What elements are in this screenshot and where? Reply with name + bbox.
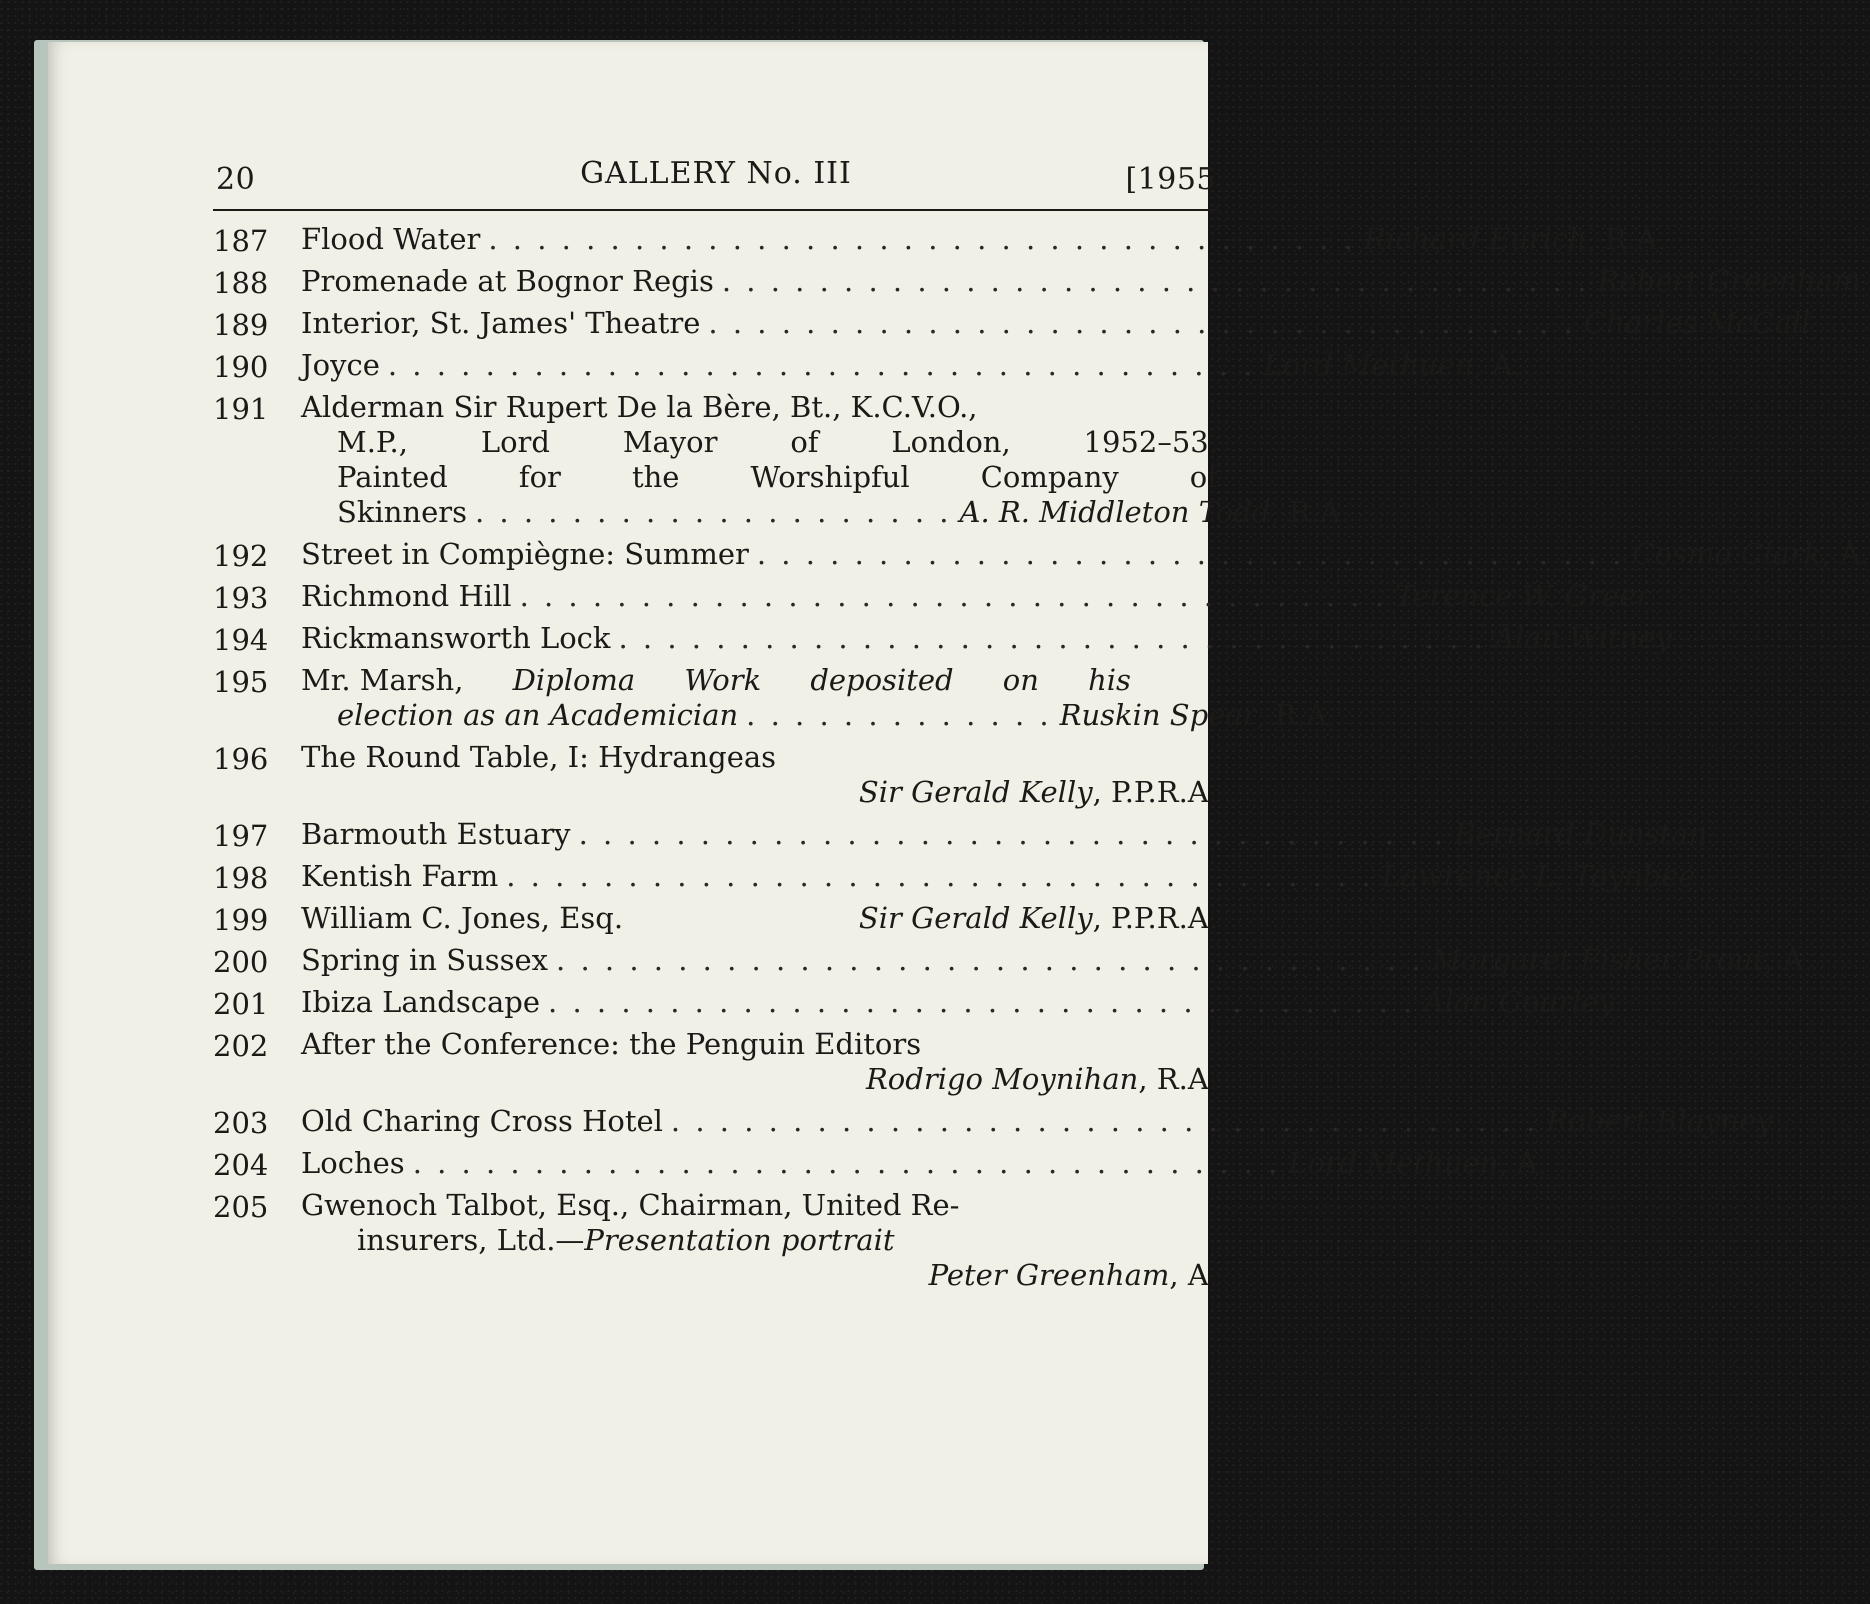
entry-suffix: , P.P.R.A. xyxy=(1092,901,1218,935)
catalogue-entry xyxy=(213,264,1861,300)
entry-number: 199 xyxy=(213,903,269,937)
entry-artist: Alan Witney xyxy=(1494,621,1672,655)
entry-artist: Ruskin Spear xyxy=(1059,698,1257,732)
word: Company xyxy=(980,460,1119,494)
entry-title: The Round Table, I: Hydrangeas xyxy=(301,740,777,774)
entry-number: 197 xyxy=(213,819,269,853)
word: Lord xyxy=(480,425,550,459)
entry-title-line: Gwenoch Talbot, Esq., Chairman, United Re- xyxy=(301,1188,960,1222)
catalogue-entry xyxy=(213,985,1615,1021)
entry-title: Interior, St. James' Theatre xyxy=(301,306,701,340)
leader-dots: . . . . . . . . . . . . . xyxy=(746,698,1052,732)
leader-dots: . . . . . . . . . . . . . . . . . . . . . . . . . . . . . . . . . . . . xyxy=(506,859,1374,893)
catalogue-entry xyxy=(213,1104,1773,1140)
entry-title: Skinners xyxy=(337,495,467,529)
leader-dots xyxy=(623,901,859,936)
entry-suffix: , R.A. xyxy=(1586,222,1667,256)
catalogue-entry xyxy=(213,1027,1218,1097)
entry-title: Promenade at Bognor Regis xyxy=(301,264,714,298)
word: London, xyxy=(891,425,1011,459)
word: Diploma xyxy=(512,663,636,697)
catalogue-entry xyxy=(213,663,1337,733)
entry-suffix: , A. xyxy=(1169,1258,1218,1292)
entry-artist: Robert Blayney xyxy=(1546,1104,1773,1138)
catalogue-entry xyxy=(213,859,1696,895)
word: his xyxy=(1088,663,1131,697)
entry-title-line: Alderman Sir Rupert De la Bère, Bt., K.C.V.O., xyxy=(301,390,978,424)
catalogue-entry xyxy=(213,817,1708,853)
leader-dots: . . . . . . . . . . . . . . . . . . . . . . . . . . . . . . . . . . . . xyxy=(708,306,1576,340)
entry-number: 190 xyxy=(213,350,269,384)
entry-artist: A. R. Middleton Todd xyxy=(959,495,1271,529)
entry-title: Rickmansworth Lock xyxy=(301,621,611,655)
entry-artist: Lord Methuen xyxy=(1263,348,1474,382)
entry-title: insurers, Ltd.— xyxy=(357,1223,585,1257)
entry-number: 188 xyxy=(213,266,269,300)
entry-number: 192 xyxy=(213,539,269,573)
entry-number: 203 xyxy=(213,1106,269,1140)
catalogue-entry xyxy=(213,621,1672,657)
catalogue-entry xyxy=(213,901,1218,936)
entry-title: Joyce xyxy=(301,348,380,382)
entry-artist: Terence W. Greer xyxy=(1395,579,1651,613)
word: of xyxy=(1189,460,1218,494)
leader-dots: . . . . . . . . . . . . . . . . . . . . . . . . . . . . . . . . . . . . xyxy=(670,1104,1539,1138)
entry-artist: Bernard Dunstan xyxy=(1454,817,1708,851)
entry-title: William C. Jones, Esq. xyxy=(301,901,624,935)
entry-artist: Richard Eurich xyxy=(1363,222,1587,256)
entry-title: Street in Compiègne: Summer xyxy=(301,537,749,571)
entry-title: Loches xyxy=(301,1146,405,1180)
entry-number: 201 xyxy=(213,987,269,1021)
entry-title: Barmouth Estuary xyxy=(301,817,571,851)
entry-title: Richmond Hill xyxy=(301,579,512,613)
header-year: [1955 xyxy=(1125,162,1216,197)
word: deposited xyxy=(810,663,954,697)
book-page xyxy=(48,42,1870,1564)
entry-title: Ibiza Landscape xyxy=(301,985,541,1019)
word: Mr. Marsh, xyxy=(301,663,464,697)
gallery-title: GALLERY No. III xyxy=(580,156,852,191)
entry-number: 196 xyxy=(213,742,269,776)
entry-title: Kentish Farm xyxy=(301,859,499,893)
entry-title: Spring in Sussex xyxy=(301,943,549,977)
catalogue-entry xyxy=(213,740,1218,810)
word: the xyxy=(631,460,680,494)
entry-number: 191 xyxy=(213,392,269,426)
leader-dots: . . . . . . . . . . . . . . . . . . . . . . . . . . . . . . . . . . . . xyxy=(618,621,1486,655)
entry-number: 189 xyxy=(213,308,269,342)
entry-artist: Cosmo Clark xyxy=(1632,537,1822,571)
entry-suffix: , A. xyxy=(1821,537,1870,571)
entry-artist: Alan Gourley xyxy=(1423,985,1615,1019)
entry-artist: Sir Gerald Kelly xyxy=(858,901,1093,935)
word: Work xyxy=(684,663,762,697)
catalogue-entry xyxy=(213,390,1351,530)
entry-artist: Rodrigo Moynihan xyxy=(865,1062,1139,1096)
catalogue-entry xyxy=(213,348,1523,384)
entry-title-line xyxy=(301,663,1131,698)
leader-dots: . . . . . . . . . . . . . . . . . . . . . . . . . . . . . . . . . . . . xyxy=(556,943,1424,977)
entry-title: Flood Water xyxy=(301,222,481,256)
entry-artist: Lawrence L. Toynbee xyxy=(1381,859,1696,893)
page-header xyxy=(216,152,1216,204)
leader-dots: . . . . . . . . . . . . . . . . . . . . xyxy=(474,495,952,529)
word: Worshipful xyxy=(750,460,910,494)
word: 1952–53. xyxy=(1083,425,1218,459)
leader-dots: . . . . . . . . . . . . . . . . . . . . . . . . . . . . . . . . . . . . xyxy=(412,1146,1281,1180)
leader-dots: . . . . . . . . . . . . . . . . . . . . . . . . . . . . . . . . . . . . xyxy=(721,264,1590,298)
entry-number: 200 xyxy=(213,945,269,979)
catalogue-entry xyxy=(213,537,1870,573)
catalogue-entry xyxy=(213,943,1814,979)
entry-note: Presentation portrait xyxy=(584,1223,895,1257)
entry-title-line xyxy=(301,425,1218,460)
entry-title-line xyxy=(301,460,1218,495)
catalogue-entry xyxy=(213,1146,1547,1182)
word: for xyxy=(518,460,561,494)
entry-artist: Peter Greenham xyxy=(928,1258,1170,1292)
entry-suffix: , R.A. xyxy=(1138,1062,1218,1096)
leader-dots: . . . . . . . . . . . . . . . . . . . . . . . . . . . . . . . . . . . . xyxy=(519,579,1388,613)
word: on xyxy=(1002,663,1039,697)
entry-number: 193 xyxy=(213,581,269,615)
catalogue-entry xyxy=(213,579,1651,615)
word: Mayor xyxy=(622,425,718,459)
leader-dots: . . . . . . . . . . . . . . . . . . . . . . . . . . . . . . . . . . . . xyxy=(578,817,1447,851)
entry-number: 202 xyxy=(213,1029,269,1063)
entry-title-line xyxy=(301,1223,1218,1258)
entry-title: election as an Academician xyxy=(337,698,739,732)
entry-number: 187 xyxy=(213,224,269,258)
word: Painted xyxy=(337,460,448,494)
entry-artist: Margaret Fisher Prout xyxy=(1431,943,1765,977)
entry-artist: Sir Gerald Kelly xyxy=(858,775,1093,809)
entry-suffix: , R.A. xyxy=(1270,495,1351,529)
entry-suffix: , A. xyxy=(1473,348,1523,382)
word: M.P., xyxy=(337,425,408,459)
word: of xyxy=(790,425,819,459)
entry-suffix: , R.A. xyxy=(1256,698,1337,732)
entry-number: 204 xyxy=(213,1148,269,1182)
entry-title: After the Conference: the Penguin Editors xyxy=(301,1027,922,1061)
leader-dots: . . . . . . . . . . . . . . . . . . . . . . . . . . . . . . . . . . . . xyxy=(548,985,1416,1019)
entry-title: Old Charing Cross Hotel xyxy=(301,1104,663,1138)
catalogue-entry xyxy=(213,306,1811,342)
page-number: 20 xyxy=(216,162,256,197)
entry-suffix: , P.P.R.A. xyxy=(1092,775,1218,809)
entry-number: 205 xyxy=(213,1190,269,1224)
catalogue-entry xyxy=(213,1188,1218,1293)
entry-artist: Lord Methuen xyxy=(1288,1146,1499,1180)
leader-dots: . . . . . . . . . . . . . . . . . . . . . . . . . . . . . . . . . . . . xyxy=(387,348,1256,382)
entry-artist: Charles McCall xyxy=(1583,306,1811,340)
entry-number: 198 xyxy=(213,861,269,895)
entry-suffix: , A. xyxy=(1498,1146,1547,1180)
header-rule xyxy=(213,209,1218,211)
entry-artist: Robert Greenham xyxy=(1597,264,1861,298)
entry-number: 194 xyxy=(213,623,269,657)
entry-suffix: , A. xyxy=(1764,943,1814,977)
leader-dots: . . . . . . . . . . . . . . . . . . . . . . . . . . . . . . . . . . . . xyxy=(488,222,1356,256)
entry-number: 195 xyxy=(213,665,269,699)
catalogue-entry xyxy=(213,222,1667,258)
leader-dots: . . . . . . . . . . . . . . . . . . . . . . . . . . . . . . . . . . . . xyxy=(756,537,1625,571)
catalogue-list xyxy=(213,222,1870,1300)
